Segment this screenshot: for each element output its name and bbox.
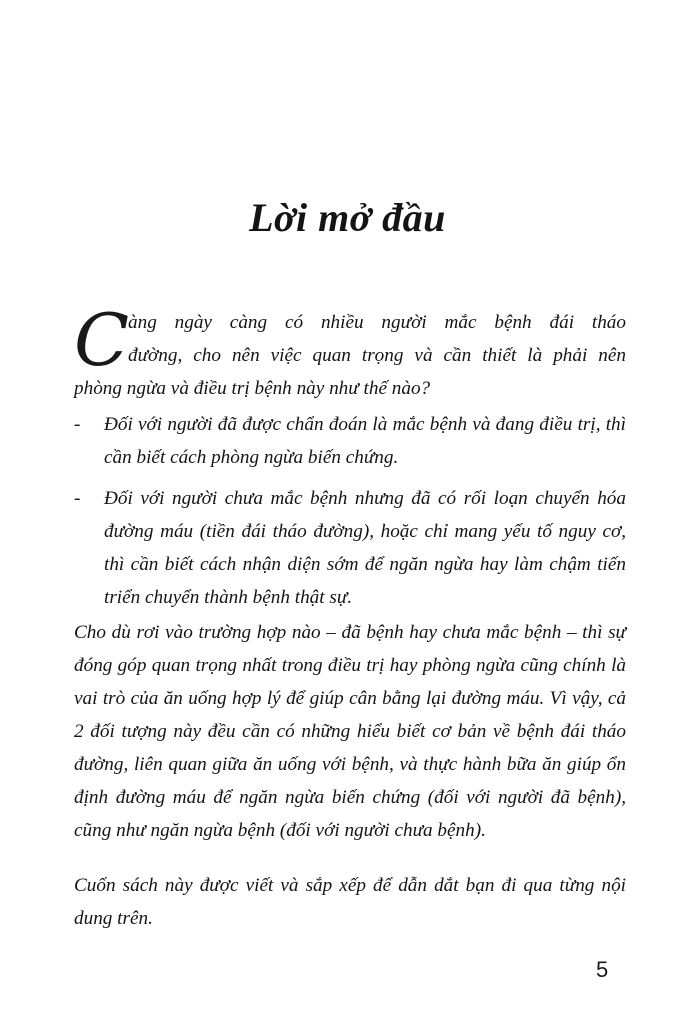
bullet-text: Đối với người chưa mắc bệnh nhưng đã có rối loạn chuyển hóa đường máu (tiền đái tháo đường), hoặc chỉ mang yếu tố nguy cơ, thì cần biết cách nhận diện sớm để ngăn ngừa hay làm chậm tiến triển chuyển thành bệnh thật sự.: [104, 488, 626, 608]
bullet-dash: -: [74, 414, 81, 435]
intro-line-2: đường, cho nên việc quan trọng và cần thiết là phải nên: [128, 345, 626, 366]
paragraph-text: Cho dù rơi vào trường hợp nào – đã bệnh hay chưa mắc bệnh – thì sự đóng góp quan trọng nhất trong điều trị hay phòng ngừa cũng chính là vai trò của ăn uống hợp lý để giúp cân bằng lại đường máu. Vì vậy, cả 2 đối tượng này đều cần có những hiểu biết cơ bản về bệnh đái tháo đường, liên quan giữa ăn uống với bệnh, và thực hành bữa ăn giúp ổn định đường máu để ngăn ngừa biến chứng (đối với người đã bệnh), cũng như ngăn ngừa bệnh (đối với người chưa bệnh).: [74, 622, 626, 841]
intro-line-1: àng ngày càng có nhiều người mắc bệnh đái tháo: [128, 312, 626, 333]
intro-paragraph: [74, 298, 626, 405]
page-number: 5: [596, 957, 609, 982]
drop-cap: C: [74, 298, 130, 382]
body-paragraph-1: [74, 616, 626, 847]
bullet-dash: -: [74, 488, 81, 509]
body-paragraph-2: [74, 869, 626, 935]
intro-line-3: phòng ngừa và điều trị bệnh này như thế nào?: [74, 378, 431, 399]
paragraph-text: Cuốn sách này được viết và sắp xếp để dẫn dắt bạn đi qua từng nội dung trên.: [74, 875, 626, 929]
page-title: Lời mở đầu: [249, 194, 446, 240]
bullet-text: Đối với người đã được chẩn đoán là mắc bệnh và đang điều trị, thì cần biết cách phòng ngừa biến chứng.: [104, 414, 626, 468]
